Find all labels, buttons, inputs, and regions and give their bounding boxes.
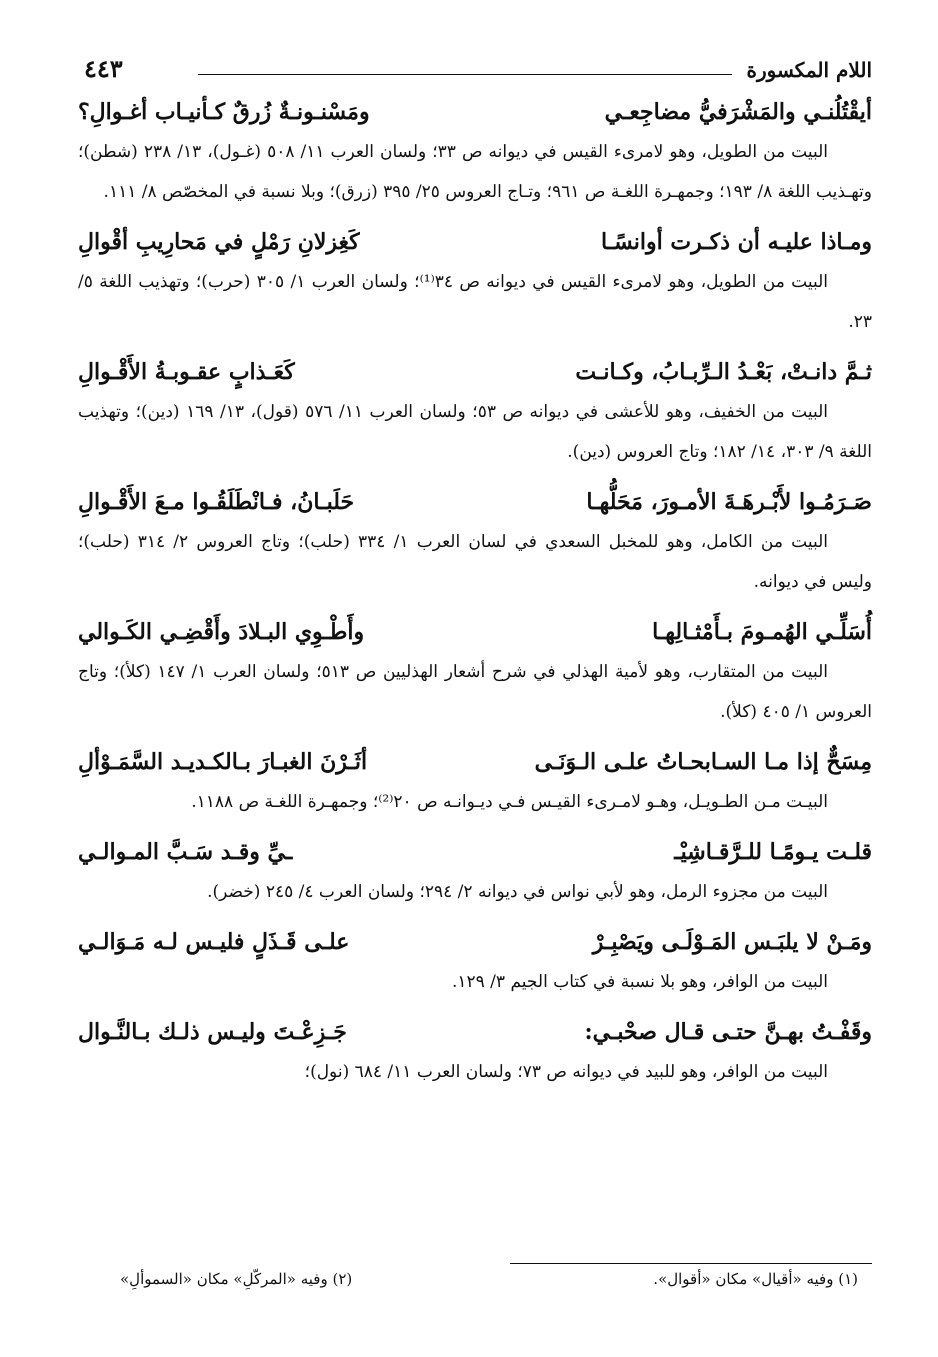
verse-second-hemistich: ومَسْنـونـةٌ زُرقٌ كـأنيـاب أغـوالِ؟ [78,99,370,125]
verse-first-hemistich: ومـاذا عليـه أن ذكـرت أوانسًـا [601,229,872,255]
footnotes [120,1270,858,1288]
verse-commentary: البيت من المتقارب، وهو لأمية الهذلي في شرح أشعار الهذليين ص ٥١٣؛ ولسان العرب ١/ ١٤٧ (كلأ)؛ وتاج العروس ١/ ٤٠٥ (كلأ). [78,662,872,722]
entry-9 [78,1012,872,1092]
verse-commentary: البيت من الوافر، وهو بلا نسبة في كتاب الجيم ٣/ ١٢٩. [451,972,828,992]
verse-line [78,92,872,132]
verse-second-hemistich: علـى قَـذَلٍ فليـس لـه مَـوَالـي [78,929,350,955]
verse-commentary: البيت من الخفيف، وهو للأعشى في ديوانه ص ٥٣؛ ولسان العرب ١١/ ٥٧٦ (قول)، ١٣/ ١٦٩ (دين)؛ وتهذيب اللغة ٩/ ٣٠٣، ١٤/ ١٨٢؛ وتاج العروس (دين). [78,402,872,462]
verse-first-hemistich: أُسَلِّـي الهُمـومَ بـأَمْثـالِهـا [652,619,872,645]
verse-first-hemistich: مِسَحٌّ إذا مـا السـابحـاتُ علـى الـوَنَـى [534,749,872,775]
verse-line [78,352,872,392]
verse-first-hemistich: صَـرَمُـوا لأَبْـرهَـةَ الأمـورَ، مَحَلُّهـا [586,489,872,515]
entry-7 [78,832,872,912]
entry-6 [78,742,872,822]
verse-line [78,922,872,962]
footnote-2: (٢) وفيه «المركّلِ» مكان «السموألِ» [120,1270,353,1288]
verse-line [78,482,872,522]
verse-first-hemistich: قلـت يـومًـا للـرَّقـاشِيْـ [674,839,872,865]
verse-second-hemistich: كَعَـذابٍ عقـوبـةُ الأَقْـوالِ [78,359,295,385]
chapter-title: اللام المكسورة [746,58,872,82]
header-rule [198,74,732,75]
verse-line [78,742,872,782]
verse-line [78,1012,872,1052]
verse-second-hemistich: وأَطْـوِي البـلادَ وأَقْضِـي الكَـوالي [78,619,365,645]
verse-second-hemistich: أثَـرْنَ الغبـارَ بـالكـديـد السَّمَـوْألِ [78,749,368,775]
verse-line [78,612,872,652]
entry-8 [78,922,872,1002]
verse-second-hemistich: جَـزِعْـتَ وليـس ذلـك بـالنَّـوال [78,1019,347,1045]
verse-commentary: البيـت مـن الطـويـل، وهـو لامـرىء القيـس فـي ديـوانـه ص ٢٠⁽²⁾؛ وجمهـرة اللغـة ص ١١٨٨. [191,792,828,812]
footnote-1: (١) وفيه «أقيال» مكان «أقوال». [653,1270,858,1288]
verse-commentary: البيت من الكامل، وهو للمخبل السعدي في لسان العرب ١/ ٣٣٤ (حلب)؛ وتاج العروس ٢/ ٣١٤ (حلب)؛ وليس في ديوانه. [78,532,872,592]
footnote-rule [510,1263,872,1264]
verse-second-hemistich: ـيِّ وقـد سَـبَّ المـوالـي [78,839,293,865]
entry-3 [78,352,872,472]
verse-second-hemistich: كَغِزلانِ رَمْلٍ في مَحارِيبِ أقْوالِ [78,229,360,255]
verse-first-hemistich: أيقْتُلُنـي والمَشْرَفيُّ مضاجِعـي [604,99,872,125]
verse-commentary: البيت من مجزوء الرمل، وهو لأبي نواس في ديوانه ٢/ ٢٩٤؛ ولسان العرب ٤/ ٢٤٥ (خضر). [207,882,828,902]
verse-line [78,832,872,872]
verse-line [78,222,872,262]
page-header [78,48,872,82]
entry-5 [78,612,872,732]
verse-first-hemistich: ثـمَّ دانـتْ، بَعْـدُ الـرِّبـابُ، وكـانـت [575,359,872,385]
entry-4 [78,482,872,602]
verse-second-hemistich: حَلَبـانُ، فـانْطَلَقُـوا مـعَ الأَقْـوالِ [78,489,355,515]
verse-first-hemistich: ومَـنْ لا يلبَـس المَـوْلَـى ويَصْبِـرْ [592,929,872,955]
verse-commentary: البيت من الطويل، وهو لامرىء القيس في ديوانه ص ٣٤⁽¹⁾؛ ولسان العرب ١/ ٣٠٥ (حرب)؛ وتهذيب اللغة ٥/ ٢٣. [78,272,872,332]
page-number: ٤٤٣ [84,54,123,83]
entry-2 [78,222,872,342]
verse-commentary: البيت من الطويل، وهو لامرىء القيس في ديوانه ص ٣٣؛ ولسان العرب ١١/ ٥٠٨ (غـول)، ١٣/ ٢٣٨ (شطن)؛ وتهـذيب اللغة ٨/ ١٩٣؛ وجمهـرة اللغـة ص ٩٦١؛ وتـاج العروس ٢٥/ ٣٩٥ (زرق)؛ وبلا نسبة في المخصّص ٨/ ١١١. [78,142,872,202]
entry-1 [78,92,872,212]
verse-commentary: البيت من الوافر، وهو للبيد في ديوانه ص ٧٣؛ ولسان العرب ١١/ ٦٨٤ (نول)؛ [304,1062,828,1082]
verse-first-hemistich: وقَفْـتُ بهـنَّ حتـى قـال صحْبـي: [584,1019,872,1045]
